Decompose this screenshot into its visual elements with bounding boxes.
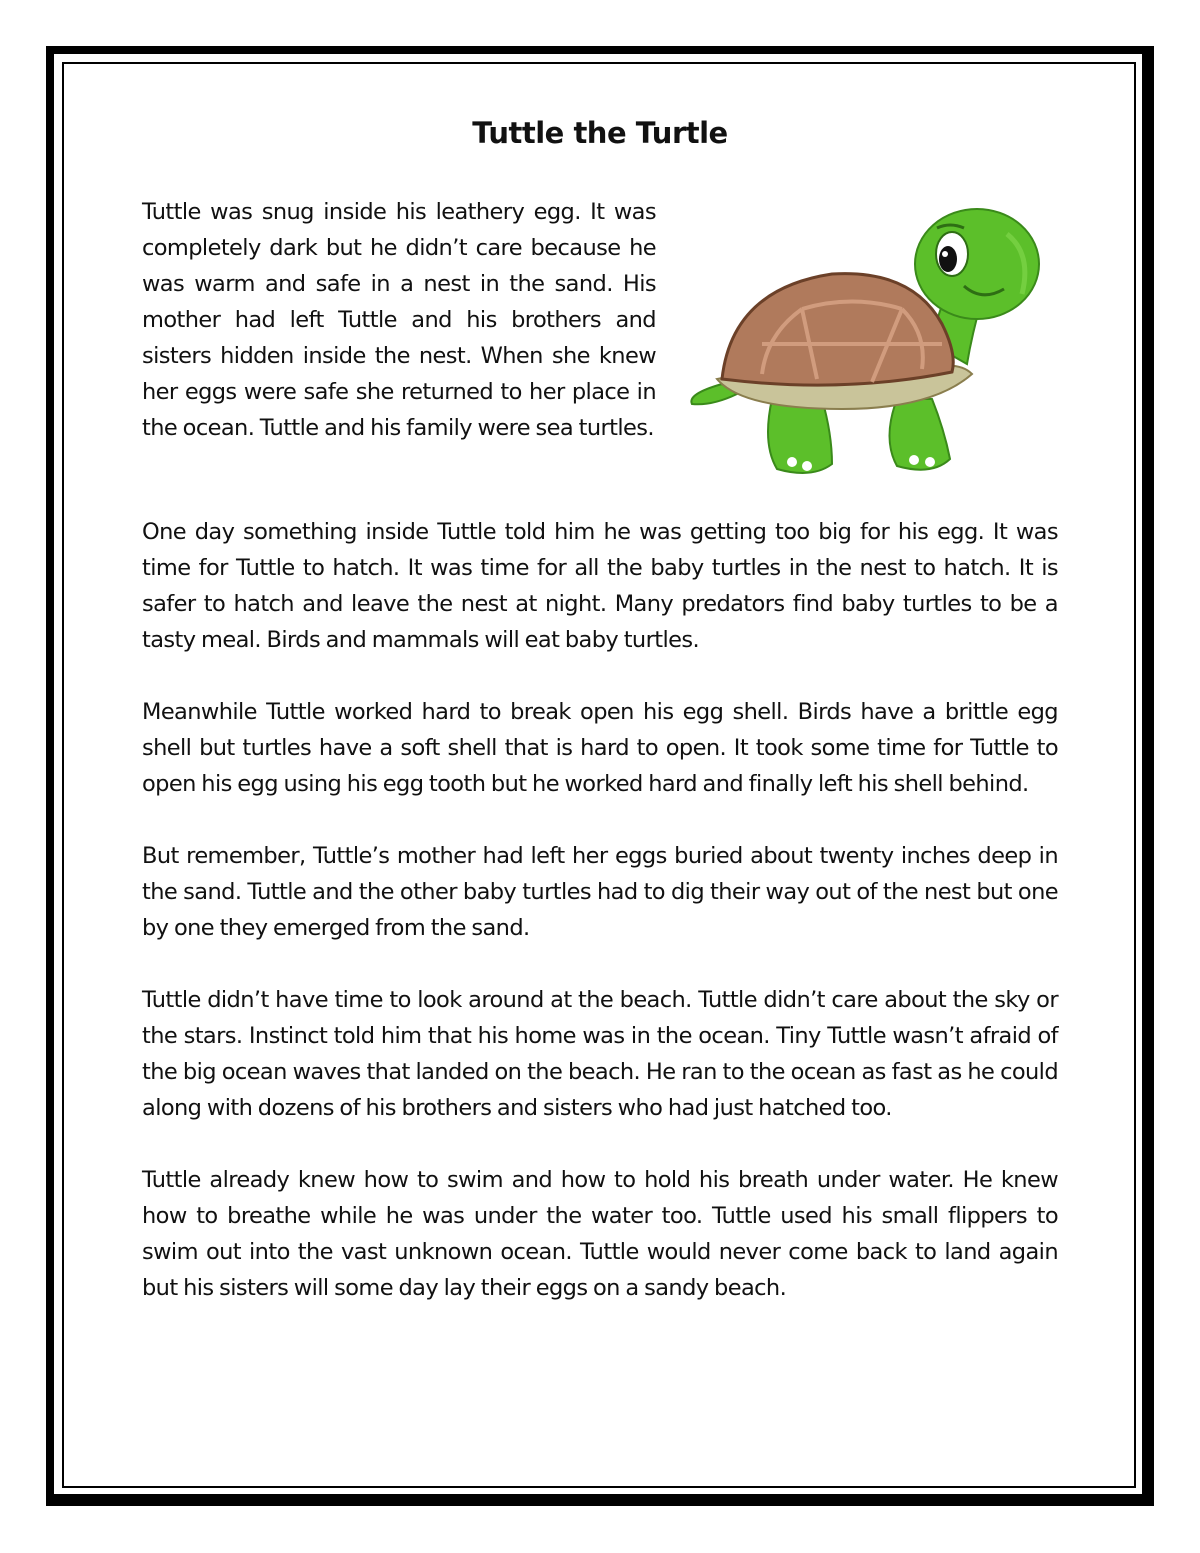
paragraph-4: But remember, Tuttle’s mother had left her eggs buried about twenty inches deep in the sand. Tuttle and the other baby turtles had to dig their way out of the nest but one by one they emerged from the sand. bbox=[142, 843, 1058, 941]
intro-row bbox=[142, 194, 1058, 494]
page-title: Tuttle the Turtle bbox=[472, 116, 728, 150]
story-body bbox=[142, 194, 1058, 1342]
paragraph-3: Meanwhile Tuttle worked hard to break open his egg shell. Birds have a brittle egg shell but turtles have a soft shell that is hard to open. It took some time for Tuttle to open his egg using his egg tooth but he worked hard and finally left his shell behind. bbox=[142, 699, 1058, 797]
turtle-illustration bbox=[682, 194, 1062, 484]
paragraph-6: Tuttle already knew how to swim and how to hold his breath under water. He knew how to breathe while he was under the water too. Tuttle used his small flippers to swim out into the vast unknown ocean. Tuttle would never come back to land again but his sisters will some day lay their eggs on a sandy beach. bbox=[142, 1167, 1058, 1301]
paragraph-1: Tuttle was snug inside his leathery egg. It was completely dark but he didn’t care because he was warm and safe in a nest in the sand. His mother had left Tuttle and his brothers and sisters hidden inside the nest. When she knew her eggs were safe she returned to her place in the ocean. Tuttle and his family were sea turtles. bbox=[142, 199, 656, 441]
paragraph-2: One day something inside Tuttle told him he was getting too big for his egg. It was time for Tuttle to hatch. It was time for all the baby turtles in the nest to hatch. It is safer to hatch and leave the nest at night. Many predators find baby turtles to be a tasty meal. Birds and mammals will eat baby turtles. bbox=[142, 519, 1058, 653]
paragraph-5: Tuttle didn’t have time to look around at the beach. Tuttle didn’t care about the sky or the stars. Instinct told him that his home was in the ocean. Tiny Tuttle wasn’t afraid of the big ocean waves that landed on the beach. He ran to the ocean as fast as he could along with dozens of his brothers and sisters who had just hatched too. bbox=[142, 987, 1058, 1121]
